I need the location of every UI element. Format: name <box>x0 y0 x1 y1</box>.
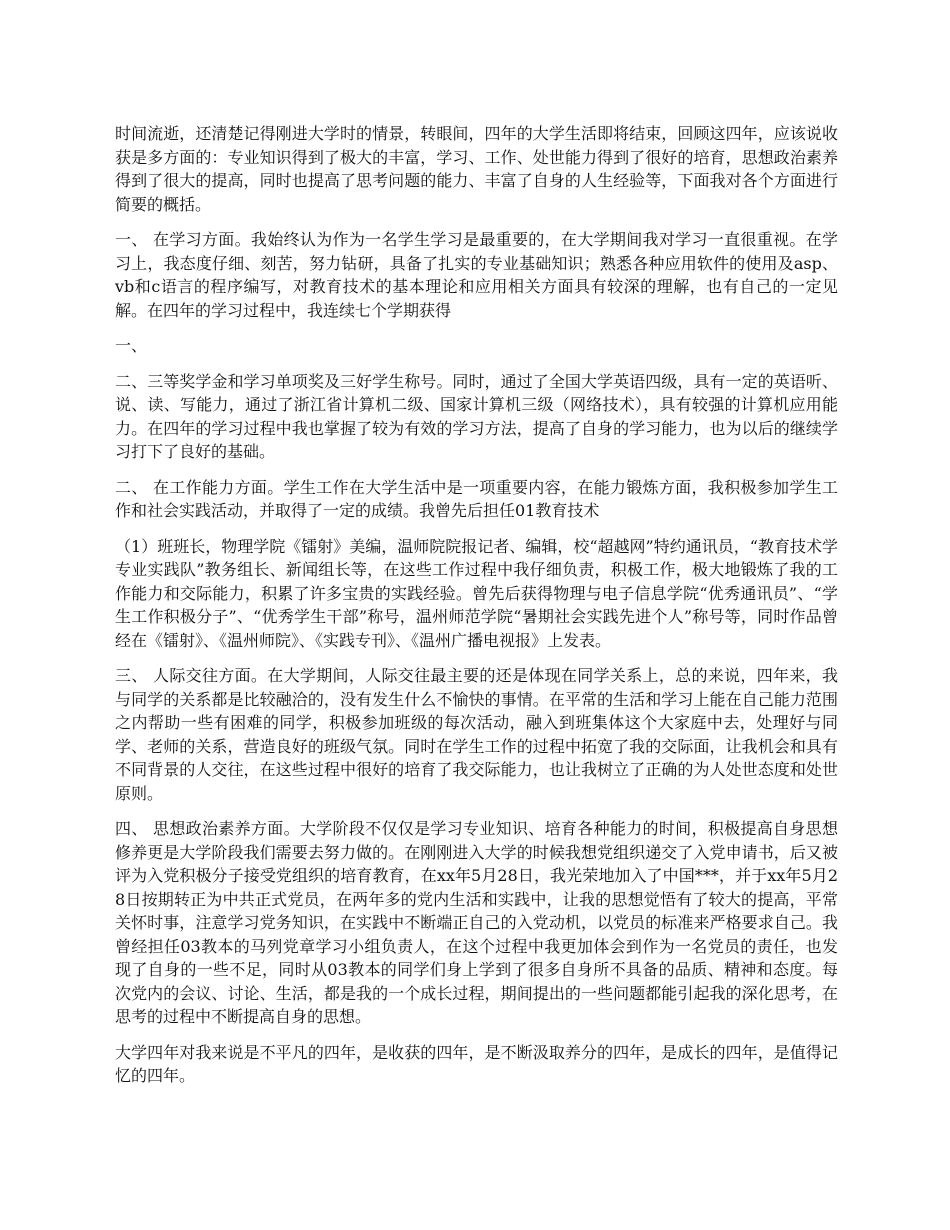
document-page <box>115 122 838 1100</box>
paragraph-conclusion: 大学四年对我来说是不平凡的四年，是收获的四年，是不断汲取养分的四年，是成长的四年，是值得记忆的四年。 <box>115 1042 838 1085</box>
paragraph-intro: 时间流逝，还清楚记得刚进大学时的情景，转眼间，四年的大学生活即将结束，回顾这四年，应该说收获是多方面的：专业知识得到了极大的丰富，学习、工作、处世能力得到了很好的培育，思想政治素养得到了很大的提高，同时也提高了思考问题的能力、丰富了自身的人生经验等，下面我对各个方面进行简要的概括。 <box>115 124 838 214</box>
paragraph-study: 一、 在学习方面。我始终认为作为一名学生学习是最重要的，在大学期间我对学习一直很重视。在学习上，我态度仔细、刻苦，努力钻研，具备了扎实的专业基础知识；熟悉各种应用软件的使用及asp、vb和c语言的程序编写，对教育技术的基本理论和应用相关方面具有较深的理解，也有自己的一定见解。在四年的学习过程中，我连续七个学期获得 <box>115 230 838 320</box>
paragraph-awards: 二、三等奖学金和学习单项奖及三好学生称号。同时，通过了全国大学英语四级，具有一定的英语听、说、读、写能力，通过了浙江省计算机二级、国家计算机三级（网络技术），具有较强的计算机应用能力。在四年的学习过程中我也掌握了较为有效的学习方法，提高了自身的学习能力，也为以后的继续学习打下了良好的基础。 <box>115 371 838 461</box>
paragraph-work: 二、 在工作能力方面。学生工作在大学生活中是一项重要内容，在能力锻炼方面，我积极参加学生工作和社会实践活动，并取得了一定的成绩。我曾先后担任01教育技术 <box>115 477 838 520</box>
paragraph-political: 四、 思想政治素养方面。大学阶段不仅仅是学习专业知识、培育各种能力的时间，积极提高自身思想修养更是大学阶段我们需要去努力做的。在刚刚进入大学的时候我想党组织递交了入党申请书，后又被评为入党积极分子接受党组织的培育教育，在xx年5月28日，我光荣地加入了中国***，并于xx年5月28日按期转正为中共正式党员，在两年多的党内生活和实践中，让我的思想觉悟有了较大的提高，平常关怀时事，注意学习党务知识，在实践中不断端正自己的入党动机，以党员的标准来严格要求自己。我曾经担任03教本的马列党章学习小组负责人，在这个过程中我更加体会到作为一名党员的责任，也发现了自身的一些不足，同时从03教本的同学们身上学到了很多自身所不具备的品质、精神和态度。每次党内的会议、讨论、生活，都是我的一个成长过程，期间提出的一些问题都能引起我的深化思考，在思考的过程中不断提高自身的思想。 <box>115 819 838 1026</box>
paragraph-work-detail: （1）班班长，物理学院《镭射》美编，温师院院报记者、编辑，校“超越网”特约通讯员，“教育技术学专业实践队”教务组长、新闻组长等，在这些工作过程中我仔细负责，积极工作，极大地锻炼了我的工作能力和交际能力，积累了许多宝贵的实践经验。曾先后获得物理与电子信息学院“优秀通讯员”、“学生工作积极分子”、“优秀学生干部”称号，温州师范学院“暑期社会实践先进个人”称号等，同时作品曾经在《镭射》、《温州师院》、《实践专刊》、《温州广播电视报》上发表。 <box>115 536 838 650</box>
paragraph-social: 三、 人际交往方面。在大学期间，人际交往最主要的还是体现在同学关系上，总的来说，四年来，我与同学的关系都是比较融洽的，没有发生什么不愉快的事情。在平常的生活和学习上能在自己能力范围之内帮助一些有困难的同学，积极参加班级的每次活动，融入到班集体这个大家庭中去，处理好与同学、老师的关系，营造良好的班级气氛。同时在学生工作的过程中拓宽了我的交际面，让我机会和具有不同背景的人交往，在这些过程中很好的培育了我交际能力，也让我树立了正确的为人处世态度和处世原则。 <box>115 666 838 803</box>
paragraph-fragment: 一、 <box>115 336 148 355</box>
